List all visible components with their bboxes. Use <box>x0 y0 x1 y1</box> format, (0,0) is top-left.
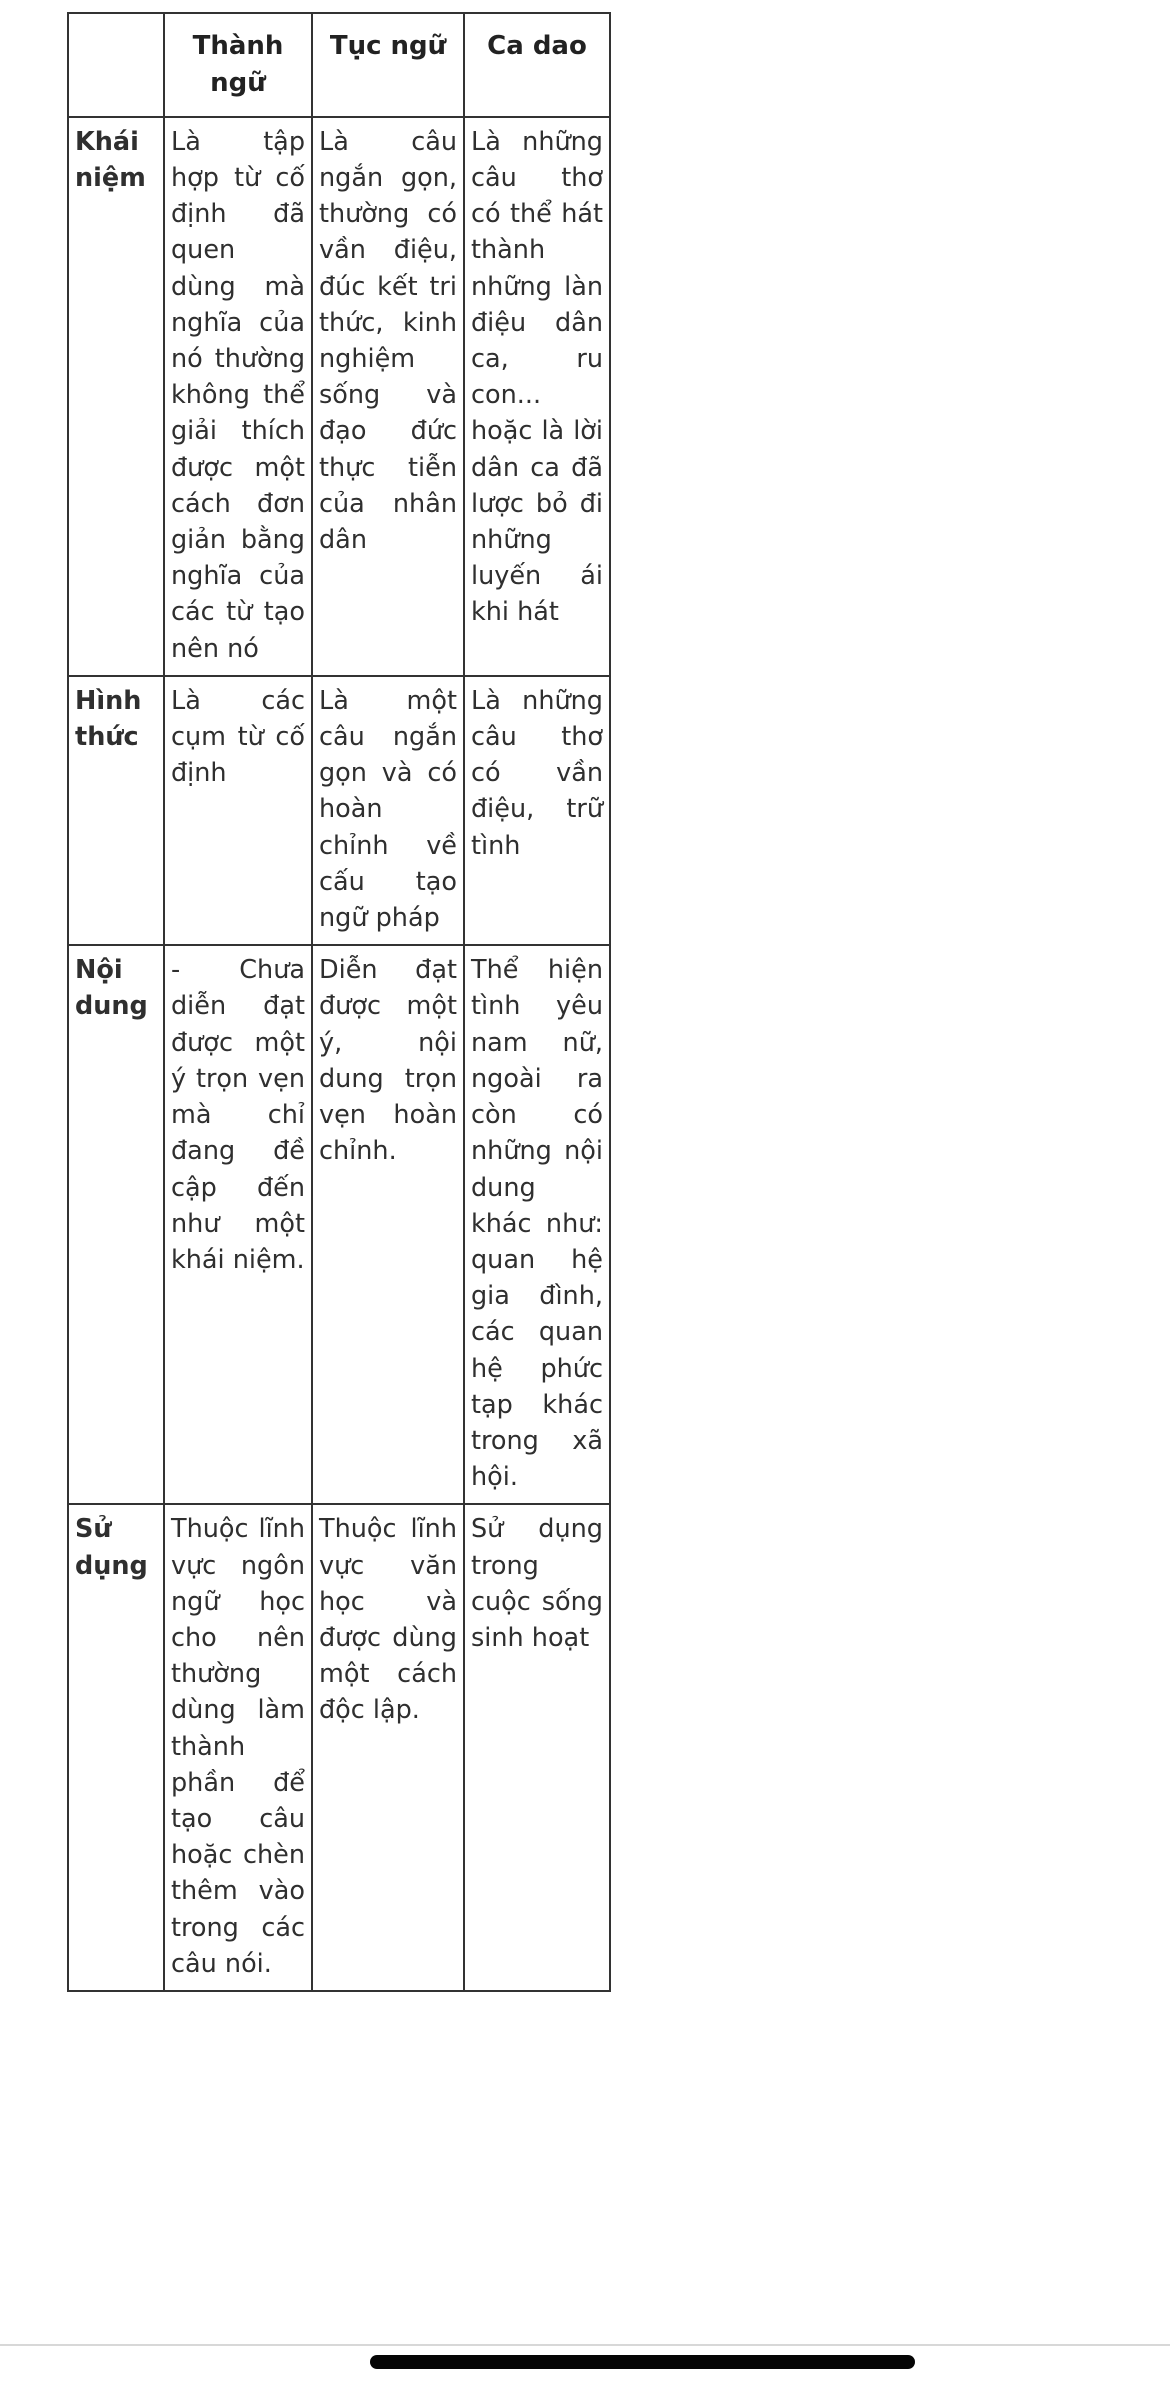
cell-su-dung-ca-dao: Sử dụng trong cuộc sống sinh hoạt <box>464 1504 610 1991</box>
header-cell-empty <box>68 13 164 117</box>
cell-noi-dung-thanh-ngu: - Chưa diễn đạt được một ý trọn vẹn mà chỉ đang đề cập đến như một khái niệm. <box>164 945 312 1504</box>
table-row <box>68 945 610 1504</box>
cell-su-dung-tuc-ngu: Thuộc lĩnh vực văn học và được dùng một cách độc lập. <box>312 1504 464 1991</box>
row-label-hinh-thuc: Hình thức <box>68 676 164 945</box>
cell-khai-niem-tuc-ngu: Là câu ngắn gọn, thường có vần điệu, đúc kết tri thức, kinh nghiệm sống và đạo đức thực tiễn của nhân dân <box>312 117 464 676</box>
table-row <box>68 1504 610 1991</box>
row-label-khai-niem: Khái niệm <box>68 117 164 676</box>
row-label-noi-dung: Nội dung <box>68 945 164 1504</box>
row-label-su-dung: Sử dụng <box>68 1504 164 1991</box>
table-header <box>68 13 610 117</box>
header-cell-ca-dao: Ca dao <box>464 13 610 117</box>
table-row <box>68 117 610 676</box>
table-row <box>68 676 610 945</box>
cell-su-dung-thanh-ngu: Thuộc lĩnh vực ngôn ngữ học cho nên thường dùng làm thành phần để tạo câu hoặc chèn thêm vào trong các câu nói. <box>164 1504 312 1991</box>
page-edge-divider <box>0 2344 1170 2346</box>
header-cell-thanh-ngu: Thành ngữ <box>164 13 312 117</box>
header-cell-tuc-ngu: Tục ngữ <box>312 13 464 117</box>
cell-khai-niem-thanh-ngu: Là tập hợp từ cố định đã quen dùng mà nghĩa của nó thường không thể giải thích được một cách đơn giản bằng nghĩa của các từ tạo nên nó <box>164 117 312 676</box>
table-body <box>68 117 610 1991</box>
cell-khai-niem-ca-dao: Là những câu thơ có thể hát thành những làn điệu dân ca, ru con... hoặc là lời dân ca đã lược bỏ đi những luyến ái khi hát <box>464 117 610 676</box>
cell-hinh-thuc-tuc-ngu: Là một câu ngắn gọn và có hoàn chỉnh về cấu tạo ngữ pháp <box>312 676 464 945</box>
cell-hinh-thuc-ca-dao: Là những câu thơ có vần điệu, trữ tình <box>464 676 610 945</box>
table-header-row <box>68 13 610 117</box>
cell-hinh-thuc-thanh-ngu: Là các cụm từ cố định <box>164 676 312 945</box>
horizontal-scrollbar-thumb[interactable] <box>370 2355 915 2369</box>
cell-noi-dung-tuc-ngu: Diễn đạt được một ý, nội dung trọn vẹn hoàn chỉnh. <box>312 945 464 1504</box>
comparison-table <box>67 12 611 1992</box>
cell-noi-dung-ca-dao: Thể hiện tình yêu nam nữ, ngoài ra còn có những nội dung khác như: quan hệ gia đình, các quan hệ phức tạp khác trong xã hội. <box>464 945 610 1504</box>
